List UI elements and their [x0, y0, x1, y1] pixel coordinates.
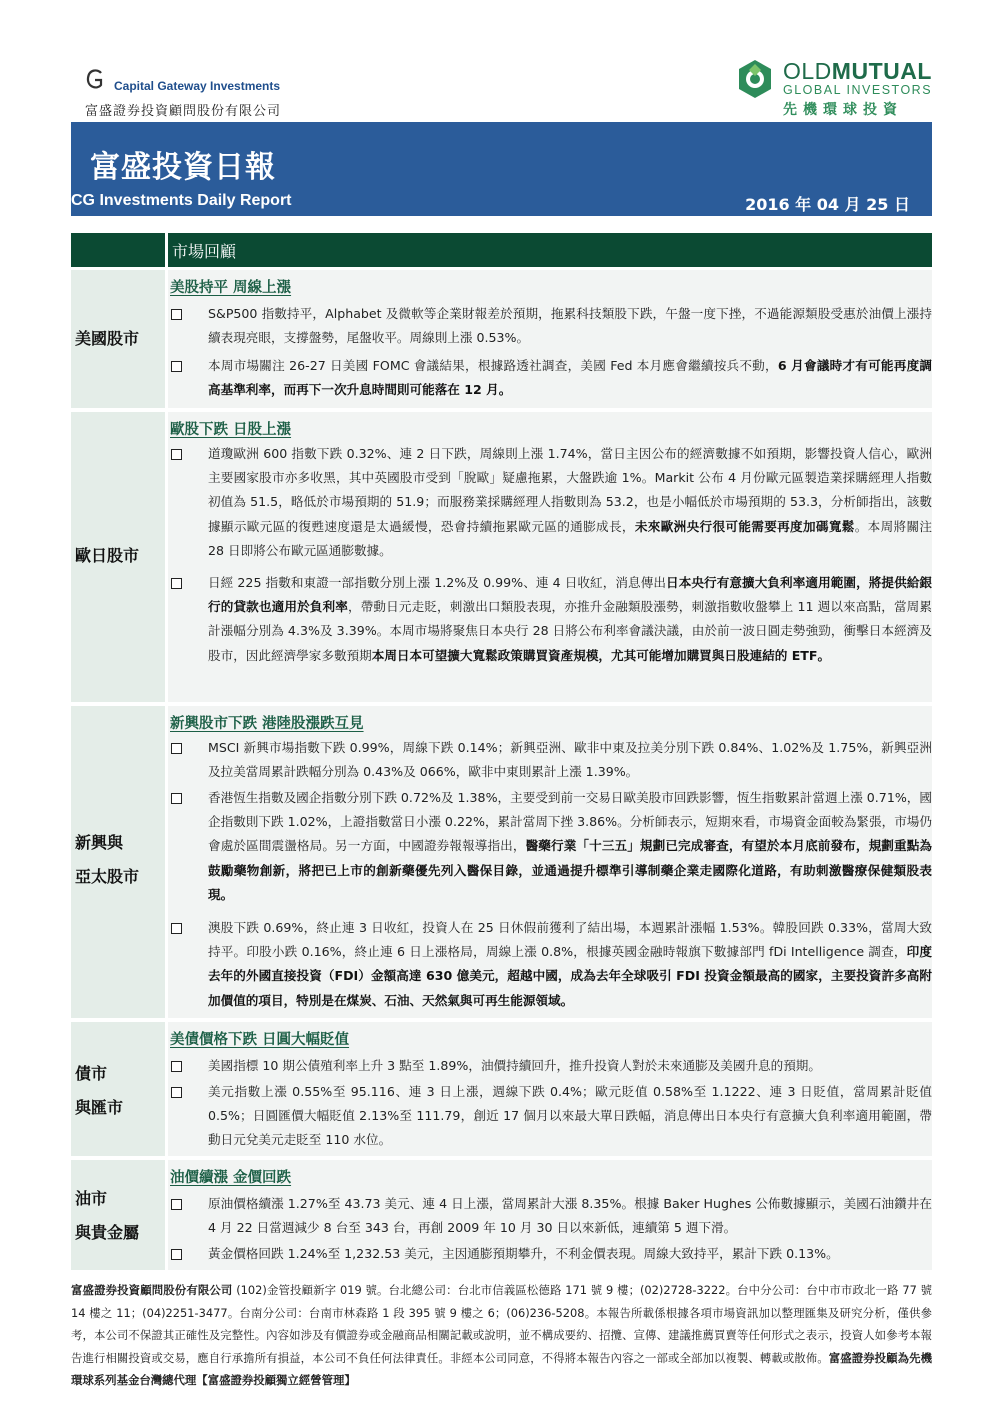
old-mutual-chinese-name: 先機環球投資 [783, 102, 903, 118]
section-label: 歐日股市 [75, 546, 140, 565]
cg-company-name: Capital Gateway Investments [114, 79, 281, 93]
emphasis-text: 日本央行有意擴大負利率適用範圍，將提供給銀行的貸款也適用於負利率 [208, 575, 933, 615]
cg-logo-icon [85, 68, 105, 92]
section-label: 美國股市 [75, 329, 140, 348]
section-headline: 油價續漲 金價回跌 [170, 1170, 292, 1186]
section-bonds-fx [71, 1022, 932, 1156]
rich-text: 日經 225 指數和東證一部指數分別上漲 1.2%及 0.99%、連 4 日收紅，消息傳出日本央行有意擴大負利率適用範圍，將提供給銀行的貸款也適用於負利率，帶動日元走貶，刺激出口類股表現，亦推升金融類股漲勢，刺激指數收盤攀上 11 週以來高點，當周累計漲幅分別為 4.3%及 3.39%。本周市場將聚焦日本央行 28 日將公布利率會議決議，由於前一波日圓走勢強勁，衝擊日本經濟及股市，因此經濟學家多數預期本周日本可望擴大寬鬆政策購買資產規模，尤其可能增加購買與日股連結的 ETF。 [208, 575, 933, 663]
emphasis-text: 醫藥行業「十三五」規劃已完成審查，有望於本月底前發布，規劃重點為鼓勵藥物創新，將把已上市的創新藥優先列入醫保目錄，並通過提升標準引導制藥企業走國際化道路，有助刺激醫療保健類股表現。 [208, 838, 933, 902]
section-headline: 美股持平 周線上漲 [170, 280, 292, 296]
checkbox-bullet-icon [171, 793, 182, 804]
rich-text: 道瓊歐洲 600 指數下跌 0.32%、連 2 日下跌，周線則上漲 1.74%，當日主因公布的經濟數據不如預期，影響投資人信心，歐洲主要國家股市亦多收黑，其中英國股市受到「脫歐」疑慮拖累，大盤跌逾 1%。Markit 公布 4 月份歐元區製造業採購經理人指數初值為 51.5，略低於市場預期的 51.9；而服務業採購經理人指數則為 53.2，也是小幅低於市場預期的 53.3，分析師指出，該數據顯示歐元區的復甦速度還是太過緩慢，恐會持續拖累歐元區的通膨成長，未來歐洲央行很可能需要再度加碼寬鬆。本周將關注 28 日即將公布歐元區通膨數據。 [208, 446, 933, 558]
emphasis-text: 本周日本可望擴大寬鬆政策購買資產規模，尤其可能增加購買與日股連結的 ETF。 [371, 647, 831, 663]
checkbox-bullet-icon [171, 309, 182, 320]
checkbox-bullet-icon [171, 1199, 182, 1210]
list-item: MSCI 新興市場指數下跌 0.99%，周線下跌 0.14%；新興亞洲、歐非中東及拉美分別下跌 0.84%、1.02%及 1.75%，新興亞洲及拉美當周累計跌幅分別為 0.43%及 066%，歐非中東則累計上漲 1.39%。 [168, 736, 932, 784]
list-item: S&P500 指數持平，Alphabet 及微軟等企業財報差於預期，拖累科技類股下跌，午盤一度下挫，不過能源類股受惠於油價上漲持續表現亮眼，支撐盤勢，尾盤收平。周線則上漲 0.53%。 [168, 302, 932, 350]
rich-text: 本周市場關注 26-27 日美國 FOMC 會議結果，根據路透社調查，美國 Fed 本月應會繼續按兵不動，6 月會議時才有可能再度調高基準利率，而再下一次升息時間則可能落在 12 月。 [208, 358, 932, 398]
section-label: 債市 與匯市 [75, 1064, 124, 1117]
page-header [0, 0, 992, 122]
emphasis-text: 未來歐洲央行很可能需要再度加碼寬鬆 [634, 518, 855, 534]
section-oil-precious-metals [71, 1160, 932, 1270]
checkbox-bullet-icon [171, 578, 182, 589]
list-item [168, 354, 932, 402]
checkbox-bullet-icon [171, 361, 182, 372]
section-us-stocks [71, 270, 932, 408]
disclaimer-footer [71, 1279, 932, 1392]
emphasis-text: 印度去年的外國直接投資（FDI）金額高達 630 億美元，超越中國，成為去年全球吸引 FDI 投資金額最高的國家，主要投資許多高附加價值的項目，特別是在煤炭、石油、天然氣與可再生能源領域。 [208, 944, 932, 1008]
list-item: 黃金價格回跌 1.24%至 1,232.53 美元，主因通膨預期攀升，不利金價表現。周線大致持平，累計下跌 0.13%。 [168, 1242, 932, 1266]
footer-tail: 富盛證券投顧為先機環球系列基金台灣總代理【富盛證券投顧獨立經營管理】 [71, 1350, 932, 1387]
report-banner [71, 122, 932, 216]
checkbox-bullet-icon [171, 1061, 182, 1072]
old-mutual-subtitle: GLOBAL INVESTORS [783, 83, 933, 97]
old-mutual-name: OLDMUTUAL [783, 58, 932, 84]
rich-text: 澳股下跌 0.69%，終止連 3 日收紅，投資人在 25 日休假前獲利了結出場，本週累計漲幅 1.53%。韓股回跌 0.33%，當周大致持平。印股小跌 0.16%，終止連 6 日上漲格局，周線上漲 0.8%，根據英國金融時報旗下數據部門 fDi Intelligence 調查，印度去年的外國直接投資（FDI）金額高達 630 億美元，超越中國，成為去年全球吸引 FDI 投資金額最高的國家，主要投資許多高附加價值的項目，特別是在煤炭、石油、天然氣與可再生能源領域。 [208, 920, 932, 1008]
market-review-bar [71, 233, 932, 267]
checkbox-bullet-icon [171, 1249, 182, 1260]
report-date: 2016 年 04 月 25 日 [745, 195, 910, 214]
section-label: 新興與 亞太股市 [75, 833, 140, 886]
list-item [168, 571, 932, 668]
list-item: 原油價格續漲 1.27%至 43.73 美元、連 4 日上漲，當周累計大漲 8.35%。根據 Baker Hughes 公佈數據顯示，美國石油鑽井在 4 月 22 日當週減少 8 台至 343 台，再創 2009 年 10 月 30 日以來新低，連續第 5 週下滑。 [168, 1192, 932, 1240]
footer-company: 富盛證券投資顧問股份有限公司 [71, 1283, 233, 1297]
section-europe-japan-stocks [71, 412, 932, 702]
list-item: 美國指標 10 期公債殖利率上升 3 點至 1.89%，油價持續回升，推升投資人對於未來通膨及美國升息的預期。 [168, 1054, 932, 1078]
emphasis-text: 6 月會議時才有可能再度調高基準利率，而再下一次升息時間則可能落在 12 月。 [208, 358, 932, 398]
list-item [168, 786, 932, 907]
section-headline: 新興股市下跌 港陸股漲跌互見 [170, 716, 364, 732]
list-item [168, 916, 932, 1013]
old-mutual-logo-icon [733, 58, 777, 102]
checkbox-bullet-icon [171, 743, 182, 754]
section-headline: 美債價格下跌 日圓大幅貶值 [170, 1032, 350, 1048]
section-headline: 歐股下跌 日股上漲 [170, 422, 292, 438]
section-emerging-apac-stocks [71, 706, 932, 1018]
report-subtitle: CG Investments Daily Report [71, 192, 292, 209]
checkbox-bullet-icon [171, 923, 182, 934]
footer-body: (102)金管投顧新字 019 號。台北總公司：台北市信義區松德路 171 號 9 樓；(02)2728-3222。台中分公司：台中市市政北一路 77 號 14 樓之 11；(04)2251-3477。台南分公司：台南市林森路 1 段 395 號 9 樓之 6；(06)236-5208。本報告所載係根據各項市場資訊加以整理匯集及研究分析，僅供參考，本公司不保證其正確性及完整性。內容如涉及有價證券或金融商品相關記載或說明，並不構成要約、招攬、宣傳、建議推薦買賣等任何形式之表示，投資人如參考本報告進行相關投資或交易，應自行承擔所有損益，本公司不負任何法律責任。非經本公司同意，不得將本報告內容之一部或全部加以複製、轉載或散佈。 [71, 1283, 932, 1365]
market-review-label: 市場回顧 [172, 242, 237, 261]
report-title: 富盛投資日報 [90, 150, 276, 185]
checkbox-bullet-icon [171, 1087, 182, 1098]
list-item [168, 442, 932, 563]
cg-company-chinese-name: 富盛證券投資顧問股份有限公司 [85, 104, 282, 119]
section-label: 油市 與貴金屬 [75, 1189, 140, 1242]
checkbox-bullet-icon [171, 449, 182, 460]
rich-text: 香港恆生指數及國企指數分別下跌 0.72%及 1.38%，主要受到前一交易日歐美股市回跌影響，恆生指數累計當週上漲 0.71%，國企指數則下跌 1.02%，上證指數當日小漲 0.22%，累計當周下挫 3.86%。分析師表示，短期來看，市場資金面較為緊張，市場仍會處於區間震盪格局。另一方面，中國證券報報導指出，醫藥行業「十三五」規劃已完成審查，有望於本月底前發布，規劃重點為鼓勵藥物創新，將把已上市的創新藥優先列入醫保目錄，並通過提升標準引導制藥企業走國際化道路，有助刺激醫療保健類股表現。 [208, 790, 933, 902]
list-item: 美元指數上漲 0.55%至 95.116、連 3 日上漲，週線下跌 0.4%；歐元貶值 0.58%至 1.1222、連 3 日貶值，當周累計貶值 0.5%；日圓匯價大幅貶值 2.13%至 111.79，創近 17 個月以來最大單日跌幅，消息傳出日本央行有意擴大負利率適用範圍，帶動日元兌美元走貶至 110 水位。 [168, 1080, 932, 1153]
